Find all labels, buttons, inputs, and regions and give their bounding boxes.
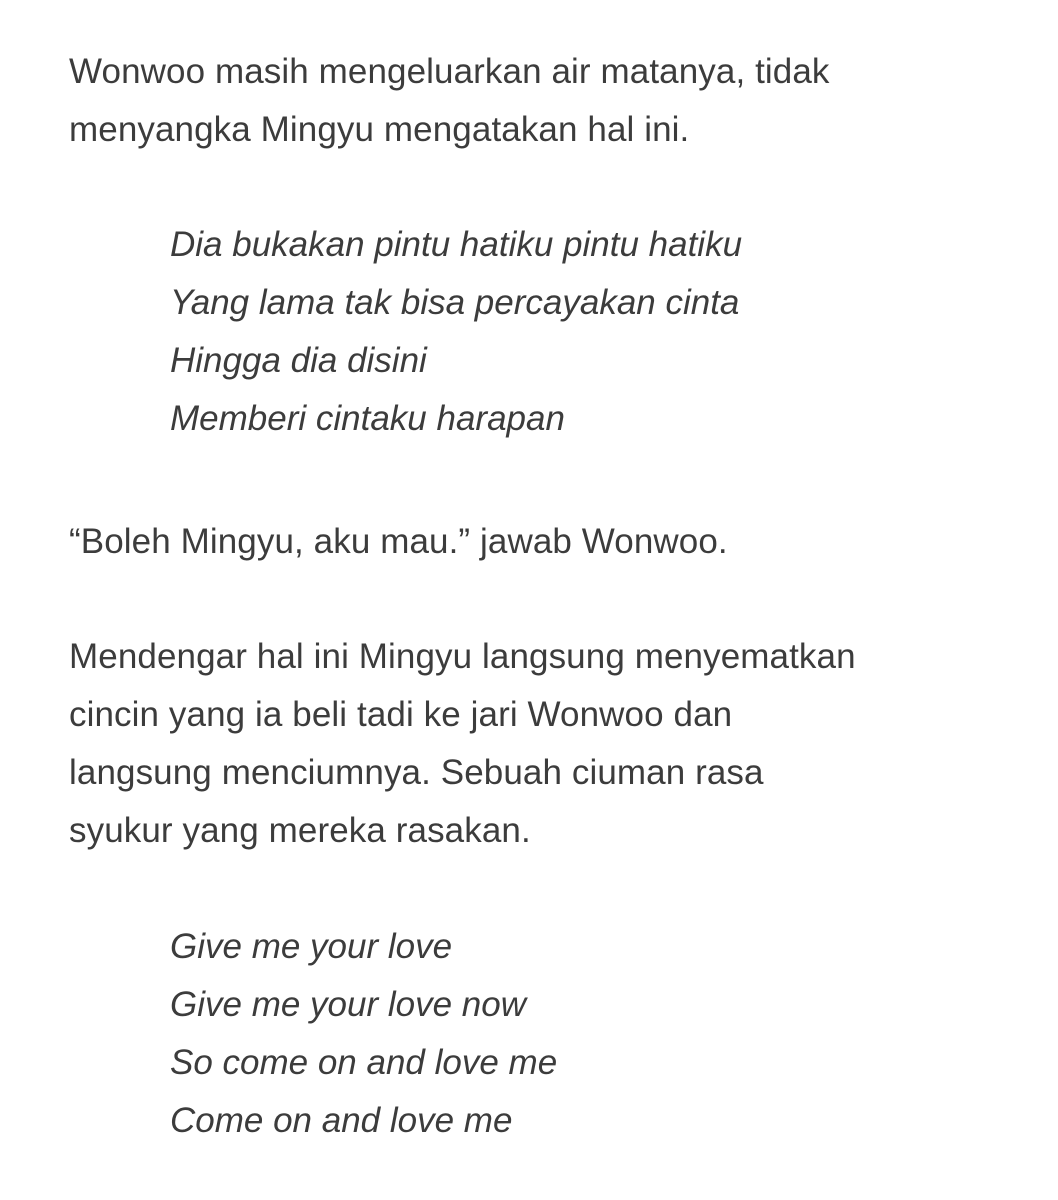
lyric-line: Hingga dia disini [170,341,427,380]
text-line: Wonwoo masih mengeluarkan air matanya, tidak [69,52,830,91]
text-line: menyangka Mingyu mengatakan hal ini. [69,110,690,149]
narrative-paragraph-1 [69,43,830,159]
lyric-line: Dia bukakan pintu hatiku pintu hatiku [170,225,743,264]
lyrics-block-2 [170,918,557,1150]
lyric-line: Yang lama tak bisa percayakan cinta [170,283,740,322]
lyric-line: Come on and love me [170,1101,513,1140]
text-line: langsung menciumnya. Sebuah ciuman rasa [69,753,764,792]
text-line: Mendengar hal ini Mingyu langsung menyematkan [69,637,856,676]
text-line: cincin yang ia beli tadi ke jari Wonwoo dan [69,695,733,734]
narrative-paragraph-2 [69,513,728,571]
lyric-line: Give me your love now [170,985,526,1024]
lyric-line: Memberi cintaku harapan [170,399,565,438]
text-line: “Boleh Mingyu, aku mau.” jawab Wonwoo. [69,522,728,561]
text-line: syukur yang mereka rasakan. [69,811,531,850]
lyric-line: Give me your love [170,927,453,966]
lyrics-block-1 [170,216,742,448]
narrative-paragraph-3 [69,628,856,860]
lyric-line: So come on and love me [170,1043,558,1082]
